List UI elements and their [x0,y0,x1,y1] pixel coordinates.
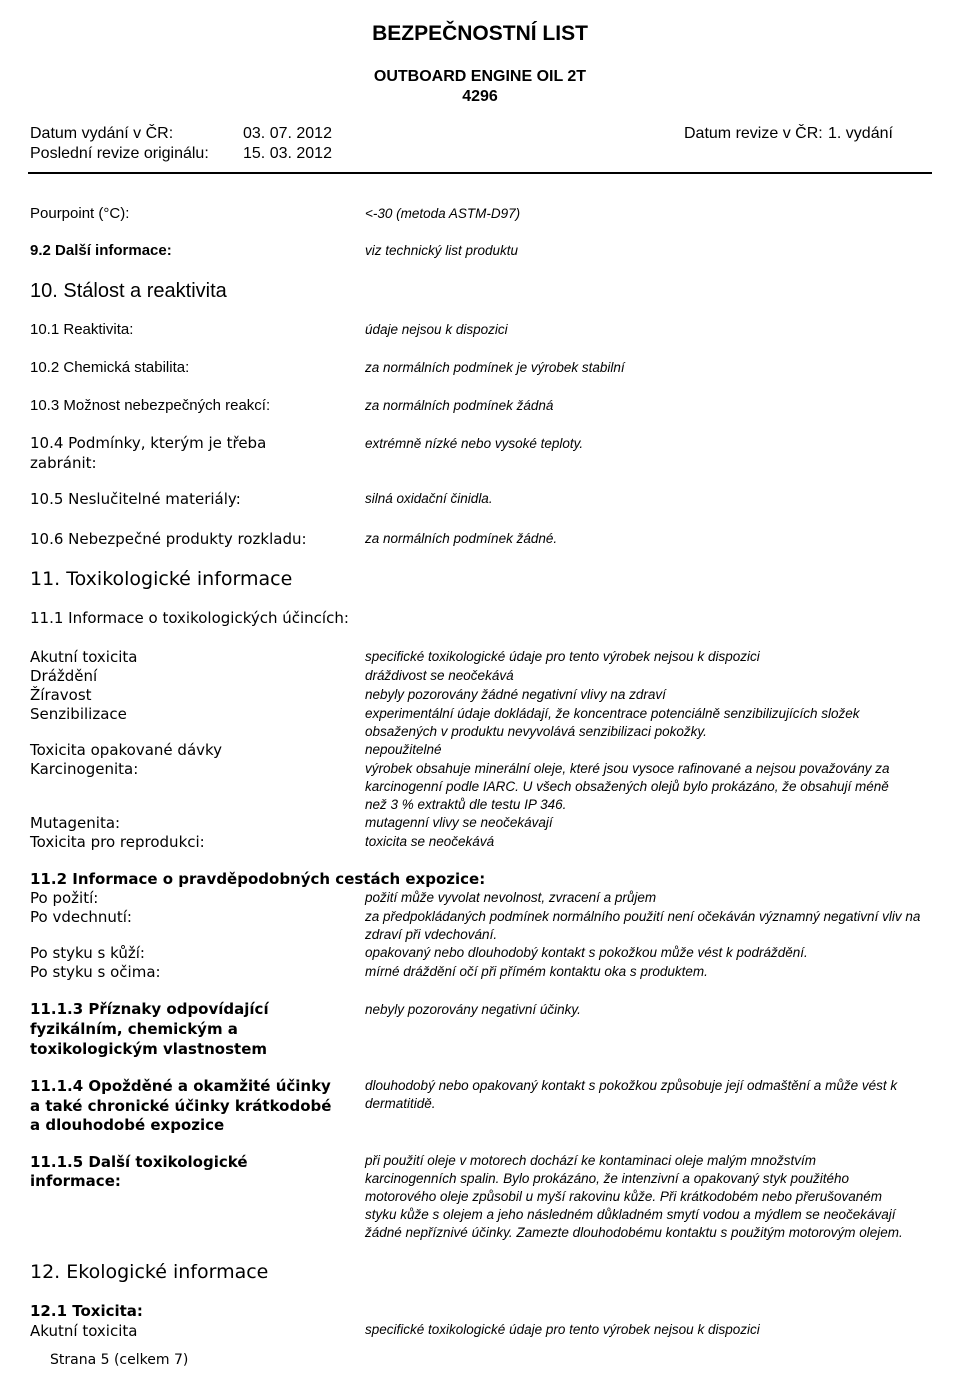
tox-label-irritation: Dráždění [30,667,98,685]
decomposition-products-value: za normálních podmínek žádné. [365,531,558,546]
tox-label-reproduction: Toxicita pro reprodukci: [30,833,205,851]
incompatible-materials-label: 10.5 Neslučitelné materiály: [30,490,241,508]
tox-label-repeated-dose: Toxicita opakované dávky [30,741,223,759]
exposure-value-skin: opakovaný nebo dlouhodobý kontakt s pokožkou může vést k podráždění. [365,945,808,960]
other-tox-value-1: při použití oleje v motorech dochází ke kontaminaci oleje malým množstvím [365,1153,816,1168]
exposure-routes-heading: 11.2 Informace o pravděpodobných cestách expozice: [30,870,486,888]
symptoms-heading-1: 11.1.3 Příznaky odpovídající [30,1000,269,1018]
reactivity-value: údaje nejsou k dispozici [365,322,508,337]
symptoms-heading-2: fyzikálním, chemickým a [30,1020,238,1038]
delayed-effects-value-1: dlouhodobý nebo opakovaný kontakt s pokožkou způsobuje její odmaštění a může vést k [365,1078,898,1093]
tox-value-irritation: dráždivost se neočekává [365,668,514,683]
chemical-stability-label: 10.2 Chemická stabilita: [30,359,190,376]
section-12-heading: 12. Ekologické informace [30,1261,269,1283]
other-info-label: 9.2 Další informace: [30,242,172,259]
other-tox-value-2: karcinogenních spalin. Bylo prokázáno, že intenzivní a opakovaný styk použitého [365,1171,850,1186]
exposure-label-ingestion: Po požití: [30,889,99,907]
tox-label-mutagenicity: Mutagenita: [30,814,121,832]
other-tox-heading-1: 11.1.5 Další toxikologické [30,1153,248,1171]
orig-revision-date: 15. 03. 2012 [243,145,332,162]
tox-value-carcinogenicity-1: výrobek obsahuje minerální oleje, které jsou vysoce rafinované a nejsou považovány za [365,761,890,776]
reactivity-label: 10.1 Reaktivita: [30,321,134,338]
exposure-label-eyes: Po styku s očima: [30,963,161,981]
exposure-value-eyes: mírné dráždění očí při přímém kontaktu oka s produktem. [365,964,708,979]
chemical-stability-value: za normálních podmínek je výrobek stabilní [365,360,625,375]
tox-value-carcinogenicity-3: než 3 % extraktů dle testu IP 346. [365,797,567,812]
tox-value-acute: specifické toxikologické údaje pro tento výrobek nejsou k dispozici [365,649,760,664]
revision-value: 1. vydání [828,125,893,142]
tox-value-repeated-dose: nepoužitelné [365,742,442,757]
section-10-heading: 10. Stálost a reaktivita [30,280,227,302]
delayed-effects-value-2: dermatitidě. [365,1096,436,1111]
tox-value-sensitization-1: experimentální údaje dokládají, že koncentrace potenciálně senzibilizujících složek [365,706,860,721]
symptoms-value: nebyly pozorovány negativní účinky. [365,1002,581,1017]
symptoms-heading-3: toxikologickým vlastnostem [30,1040,268,1058]
eco-acute-value: specifické toxikologické údaje pro tento výrobek nejsou k dispozici [365,1322,760,1337]
eco-acute-label: Akutní toxicita [30,1322,138,1340]
toxicology-effects-heading: 11.1 Informace o toxikologických účincích: [30,609,349,627]
conditions-avoid-label-1: 10.4 Podmínky, kterým je třeba [30,434,267,452]
conditions-avoid-label-2: zabránit: [30,454,97,472]
pour-point-value: <-30 (metoda ASTM-D97) [365,206,521,221]
revision-label: Datum revize v ČR: [684,125,823,142]
orig-revision-label: Poslední revize originálu: [30,145,209,162]
hazardous-reactions-label: 10.3 Možnost nebezpečných reakcí: [30,397,271,414]
other-tox-value-5: žádné nepříznivé účinky. Zamezte dlouhodobému kontaktu s použitým motorovým olejem. [365,1225,903,1240]
delayed-effects-heading-3: a dlouhodobé expozice [30,1116,225,1134]
section-11-heading: 11. Toxikologické informace [30,568,293,590]
tox-label-corrosion: Žíravost [30,686,92,704]
tox-value-sensitization-2: obsažených v produktu nevyvolává senzibilizaci pokožky. [365,724,707,739]
other-tox-value-4: styku kůže s olejem a jeho následném důkladném smytí vodou a mýdlem se neočekávají [365,1207,896,1222]
conditions-avoid-value: extrémně nízké nebo vysoké teploty. [365,436,584,451]
exposure-value-inhalation-1: za předpokládaných podmínek normálního použití není očekáván významný negativní vliv na [365,909,921,924]
document-title: BEZPEČNOSTNÍ LIST [372,22,588,45]
decomposition-products-label: 10.6 Nebezpečné produkty rozkladu: [30,530,307,548]
issue-date-label: Datum vydání v ČR: [30,125,174,142]
tox-value-mutagenicity: mutagenní vlivy se neočekávají [365,815,553,830]
delayed-effects-heading-2: a také chronické účinky krátkodobé [30,1097,332,1115]
other-info-value: viz technický list produktu [365,243,519,258]
delayed-effects-heading-1: 11.1.4 Opožděné a okamžité účinky [30,1077,331,1095]
tox-label-carcinogenicity: Karcinogenita: [30,760,139,778]
incompatible-materials-value: silná oxidační činidla. [365,491,493,506]
exposure-label-inhalation: Po vdechnutí: [30,908,132,926]
issue-date: 03. 07. 2012 [243,125,332,142]
product-code: 4296 [462,88,498,105]
product-name: OUTBOARD ENGINE OIL 2T [373,68,587,85]
tox-value-carcinogenicity-2: karcinogenní podle IARC. U všech obsažených olejů bylo prokázáno, že obsahují méně [365,779,889,794]
exposure-value-inhalation-2: zdraví při vdechování. [365,927,498,942]
tox-value-reproduction: toxicita se neočekává [365,834,495,849]
other-tox-heading-2: informace: [30,1172,121,1190]
hazardous-reactions-value: za normálních podmínek žádná [365,398,554,413]
exposure-value-ingestion: požití může vyvolat nevolnost, zvracení a průjem [365,890,657,905]
exposure-label-skin: Po styku s kůží: [30,944,145,962]
tox-label-acute: Akutní toxicita [30,648,138,666]
tox-label-sensitization: Senzibilizace [30,705,127,723]
pour-point-label: Pourpoint (°C): [30,205,130,222]
header-divider [28,172,932,174]
page-number: Strana 5 (celkem 7) [50,1352,189,1368]
other-tox-value-3: motorového oleje způsobil u myší rakovinu kůže. Při krátkodobém nebo přerušovaném [365,1189,883,1204]
eco-toxicity-heading: 12.1 Toxicita: [30,1302,143,1320]
tox-value-corrosion: nebyly pozorovány žádné negativní vlivy na zdraví [365,687,666,702]
